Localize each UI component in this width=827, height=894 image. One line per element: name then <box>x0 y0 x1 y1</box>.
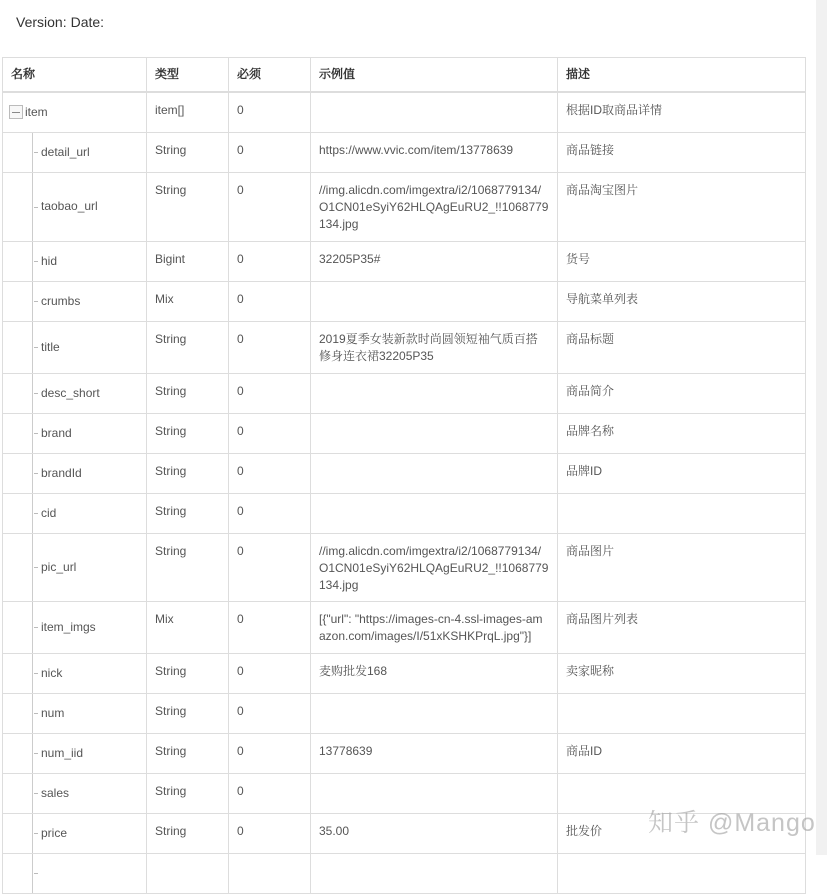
field-name: item_imgs <box>41 619 96 634</box>
field-name: hid <box>41 253 58 268</box>
field-name: crumbs <box>41 293 81 308</box>
cell-example <box>311 773 558 813</box>
version-date-line <box>16 14 108 30</box>
cell-type: Mix <box>147 601 229 653</box>
cell-example: 32205P35# <box>311 241 558 281</box>
field-name: brand <box>41 425 72 440</box>
table-row <box>3 132 806 172</box>
table-row <box>3 241 806 281</box>
cell-example <box>311 853 558 893</box>
table-row <box>3 92 806 132</box>
cell-description: 根据ID取商品详情 <box>558 92 806 132</box>
cell-name <box>3 413 147 453</box>
cell-name <box>3 733 147 773</box>
cell-name <box>3 773 147 813</box>
cell-type: String <box>147 693 229 733</box>
field-name: cid <box>41 505 57 520</box>
cell-required: 0 <box>229 493 311 533</box>
cell-example <box>311 493 558 533</box>
cell-description <box>558 493 806 533</box>
cell-required: 0 <box>229 132 311 172</box>
field-name: taobao_url <box>41 199 98 213</box>
cell-name <box>3 321 147 373</box>
field-name: desc_short <box>41 385 100 400</box>
cell-name <box>3 693 147 733</box>
cell-example: [{"url": "https://images-cn-4.ssl-images-amazon.com/images/I/51xKSHKPrqL.jpg"}] <box>311 601 558 653</box>
field-name: num <box>41 705 65 720</box>
cell-required: 0 <box>229 453 311 493</box>
field-name: brandId <box>41 465 82 480</box>
table-row <box>3 281 806 321</box>
table-row <box>3 493 806 533</box>
cell-example: 2019夏季女装新款时尚圆领短袖气质百搭修身连衣裙32205P35 <box>311 321 558 373</box>
cell-description: 批发价 <box>558 813 806 853</box>
field-name: item <box>25 104 48 119</box>
table-row <box>3 413 806 453</box>
header-example: 示例值 <box>311 58 558 93</box>
cell-name <box>3 132 147 172</box>
cell-example: //img.alicdn.com/imgextra/i2/1068779134/O1CN01eSyiY62HLQAgEuRU2_!!1068779134.jpg <box>311 533 558 601</box>
cell-name <box>3 281 147 321</box>
cell-description: 商品图片 <box>558 533 806 601</box>
cell-type <box>147 853 229 893</box>
cell-description <box>558 693 806 733</box>
table-row <box>3 453 806 493</box>
cell-description: 品牌名称 <box>558 413 806 453</box>
field-name: sales <box>41 785 70 800</box>
table-row <box>3 533 806 601</box>
cell-description: 商品淘宝图片 <box>558 172 806 241</box>
cell-name <box>3 241 147 281</box>
table-row <box>3 321 806 373</box>
cell-type: String <box>147 172 229 241</box>
cell-type: String <box>147 453 229 493</box>
cell-example <box>311 693 558 733</box>
cell-description: 商品图片列表 <box>558 601 806 653</box>
api-params-table <box>2 57 806 894</box>
field-name: pic_url <box>41 559 77 574</box>
cell-required: 0 <box>229 413 311 453</box>
cell-required <box>229 853 311 893</box>
cell-example: 35.00 <box>311 813 558 853</box>
table-header <box>3 58 806 93</box>
cell-example: https://www.vvic.com/item/13778639 <box>311 132 558 172</box>
cell-name <box>3 533 147 601</box>
cell-example: 麦购批发168 <box>311 653 558 693</box>
cell-required: 0 <box>229 653 311 693</box>
field-name: price <box>41 825 68 840</box>
cell-type: String <box>147 413 229 453</box>
cell-description: 商品标题 <box>558 321 806 373</box>
cell-name <box>3 493 147 533</box>
cell-type: String <box>147 653 229 693</box>
cell-example <box>311 373 558 413</box>
cell-name <box>3 453 147 493</box>
cell-type: String <box>147 813 229 853</box>
cell-required: 0 <box>229 773 311 813</box>
header-required: 必须 <box>229 58 311 93</box>
field-name: detail_url <box>41 144 90 159</box>
cell-type: String <box>147 132 229 172</box>
header-type: 类型 <box>147 58 229 93</box>
cell-required: 0 <box>229 733 311 773</box>
watermark: 知乎 @Mango <box>648 809 816 837</box>
version-label: Version: <box>16 14 67 30</box>
cell-required: 0 <box>229 281 311 321</box>
table-row <box>3 172 806 241</box>
cell-name <box>3 813 147 853</box>
date-label: Date: <box>70 14 105 30</box>
cell-required: 0 <box>229 533 311 601</box>
cell-name <box>3 653 147 693</box>
table-row <box>3 601 806 653</box>
cell-name <box>3 172 147 241</box>
cell-required: 0 <box>229 373 311 413</box>
cell-required: 0 <box>229 693 311 733</box>
cell-type: String <box>147 493 229 533</box>
cell-description <box>558 853 806 893</box>
cell-required: 0 <box>229 321 311 373</box>
cell-type: String <box>147 533 229 601</box>
field-name: title <box>41 339 60 354</box>
cell-description: 导航菜单列表 <box>558 281 806 321</box>
cell-example <box>311 453 558 493</box>
header-description: 描述 <box>558 58 806 93</box>
table-row <box>3 733 806 773</box>
table-row <box>3 693 806 733</box>
cell-required: 0 <box>229 241 311 281</box>
cell-example: //img.alicdn.com/imgextra/i2/1068779134/O1CN01eSyiY62HLQAgEuRU2_!!1068779134.jpg <box>311 172 558 241</box>
table-row <box>3 373 806 413</box>
scrollbar[interactable] <box>816 0 827 855</box>
cell-example: 13778639 <box>311 733 558 773</box>
cell-description: 卖家昵称 <box>558 653 806 693</box>
cell-required: 0 <box>229 172 311 241</box>
cell-required: 0 <box>229 601 311 653</box>
cell-name <box>3 853 147 893</box>
table-row <box>3 853 806 893</box>
field-name: num_iid <box>41 745 84 760</box>
cell-example <box>311 413 558 453</box>
cell-description: 商品ID <box>558 733 806 773</box>
cell-required: 0 <box>229 813 311 853</box>
cell-type: String <box>147 733 229 773</box>
cell-name <box>3 373 147 413</box>
cell-type: String <box>147 373 229 413</box>
cell-type: item[] <box>147 92 229 132</box>
cell-example <box>311 92 558 132</box>
cell-description: 商品简介 <box>558 373 806 413</box>
cell-name <box>3 601 147 653</box>
field-name: nick <box>41 665 63 680</box>
cell-type: String <box>147 321 229 373</box>
table-row <box>3 653 806 693</box>
tree-branch <box>34 873 38 874</box>
cell-description: 货号 <box>558 241 806 281</box>
tree-line <box>32 854 33 893</box>
cell-type: String <box>147 773 229 813</box>
cell-example <box>311 281 558 321</box>
cell-type: Mix <box>147 281 229 321</box>
cell-type: Bigint <box>147 241 229 281</box>
header-name: 名称 <box>3 58 147 93</box>
cell-required: 0 <box>229 92 311 132</box>
cell-name <box>3 92 147 132</box>
cell-description: 品牌ID <box>558 453 806 493</box>
cell-description: 商品链接 <box>558 132 806 172</box>
